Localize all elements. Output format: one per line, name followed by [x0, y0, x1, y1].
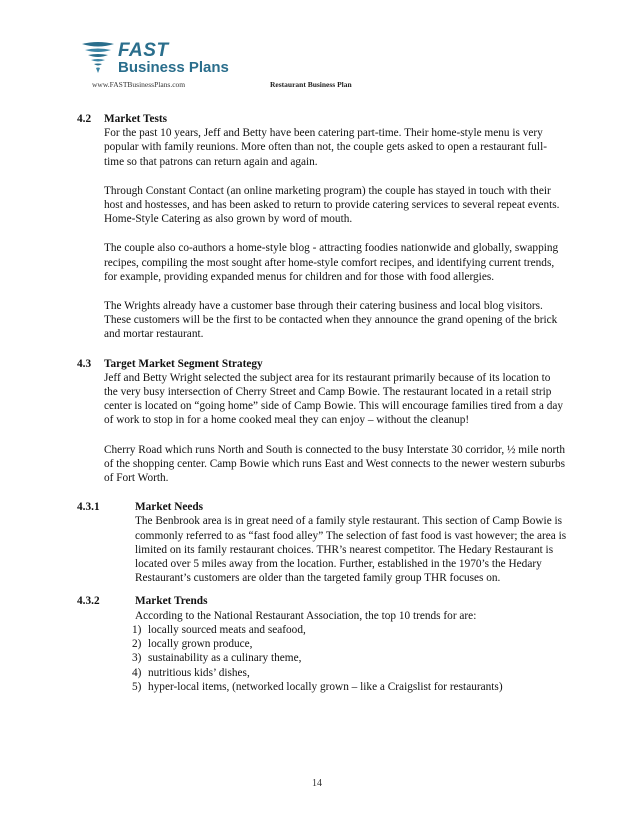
section-heading-4-3-1 [77, 500, 567, 514]
paragraph: The Benbrook area is in great need of a family style restaurant. This section of Camp Bowie is commonly referred to as “fast food alley” The selection of fast food is vast however; the area is limited on its family restaurant choices. THR’s nearest competitor. The Hedary Restaurant is located over 5 miles away from the location. Further, established in the 1970’s the Hedary Restaurant’s customers are older than the targeted family group THR focuses on. [135, 515, 567, 585]
list-item-text: sustainability as a culinary theme, [148, 652, 302, 665]
page-number: 14 [312, 778, 322, 789]
list-item-text: hyper-local items, (networked locally grown – like a Craigslist for restaurants) [148, 680, 503, 693]
list-item-number: 2) [132, 638, 142, 651]
trends-list [132, 623, 567, 694]
section-title: Market Needs [135, 501, 204, 514]
list-item [132, 637, 567, 651]
site-url: www.FASTBusinessPlans.com [92, 80, 186, 89]
list-item [132, 623, 567, 637]
list-item-text: locally sourced meats and seafood, [148, 623, 306, 636]
paragraph: According to the National Restaurant Association, the top 10 trends for are: [135, 609, 477, 622]
logo-fast-text: FAST [118, 40, 169, 61]
list-item-text: locally grown produce, [148, 638, 253, 651]
section-number: 4.2 [77, 113, 92, 125]
section-title: Market Tests [104, 113, 168, 125]
paragraph: The couple also co-authors a home-style blog - attracting foodies nationwide and globally, swapping recipes, compiling the most sought after home-style comfort recipes, and identifying current trends, for example, providing expanded menus for children and for those with food allergies. [104, 242, 559, 283]
list-item [132, 666, 567, 680]
list-item-number: 3) [132, 652, 142, 665]
document-body [77, 112, 567, 694]
section-number: 4.3 [77, 357, 92, 370]
list-item-number: 5) [132, 680, 142, 693]
section-heading-4-2 [77, 112, 567, 126]
brand-logo [80, 40, 250, 84]
list-item-text: nutritious kids’ dishes, [148, 666, 250, 679]
section-heading-4-3-2 [77, 594, 567, 608]
paragraph: Jeff and Betty Wright selected the subject area for its restaurant primarily because of its location to the very busy intersection of Cherry Street and Camp Bowie. The restaurant located in a retail strip center is located on “going home” side of Camp Bowie. This will encourage families tired from a day of work to stop in for a home cooked meal they can enjoy – without the cleanup! [104, 371, 564, 427]
section-title: Target Market Segment Strategy [104, 357, 263, 370]
paragraph: For the past 10 years, Jeff and Betty have been catering part-time. Their home-style menu is very popular with family reunions. More often than not, the couple gets asked to open a restaurant full-time so that patrons can return again and again. [104, 127, 547, 168]
paragraph: The Wrights already have a customer base through their catering business and local blog visitors. These customers will be the first to be contacted when they announce the grand opening of the brick and mortar restaurant. [104, 300, 558, 341]
list-item-number: 1) [132, 623, 142, 636]
paragraph: Through Constant Contact (an online marketing program) the couple has stayed in touch with their host and hostesses, and has been asked to return to provide catering services to several repeat events. Home-Style Catering as also grown by word of mouth. [104, 184, 560, 226]
list-item-number: 4) [132, 666, 142, 679]
section-heading-4-3 [77, 357, 567, 371]
list-item [132, 680, 567, 694]
tornado-logo-icon [80, 40, 116, 74]
section-number: 4.3.1 [77, 501, 100, 514]
section-number: 4.3.2 [77, 595, 100, 608]
list-item [132, 651, 567, 665]
section-title: Market Trends [135, 595, 208, 608]
document-title: Restaurant Business Plan [270, 80, 352, 89]
paragraph: Cherry Road which runs North and South is connected to the busy Interstate 30 corridor, ½ mile north of the shopping center. Camp Bowie which runs East and West connects to the newer western suburbs of Fort Worth. [104, 443, 566, 485]
logo-business-plans-text: Business Plans [118, 59, 229, 76]
